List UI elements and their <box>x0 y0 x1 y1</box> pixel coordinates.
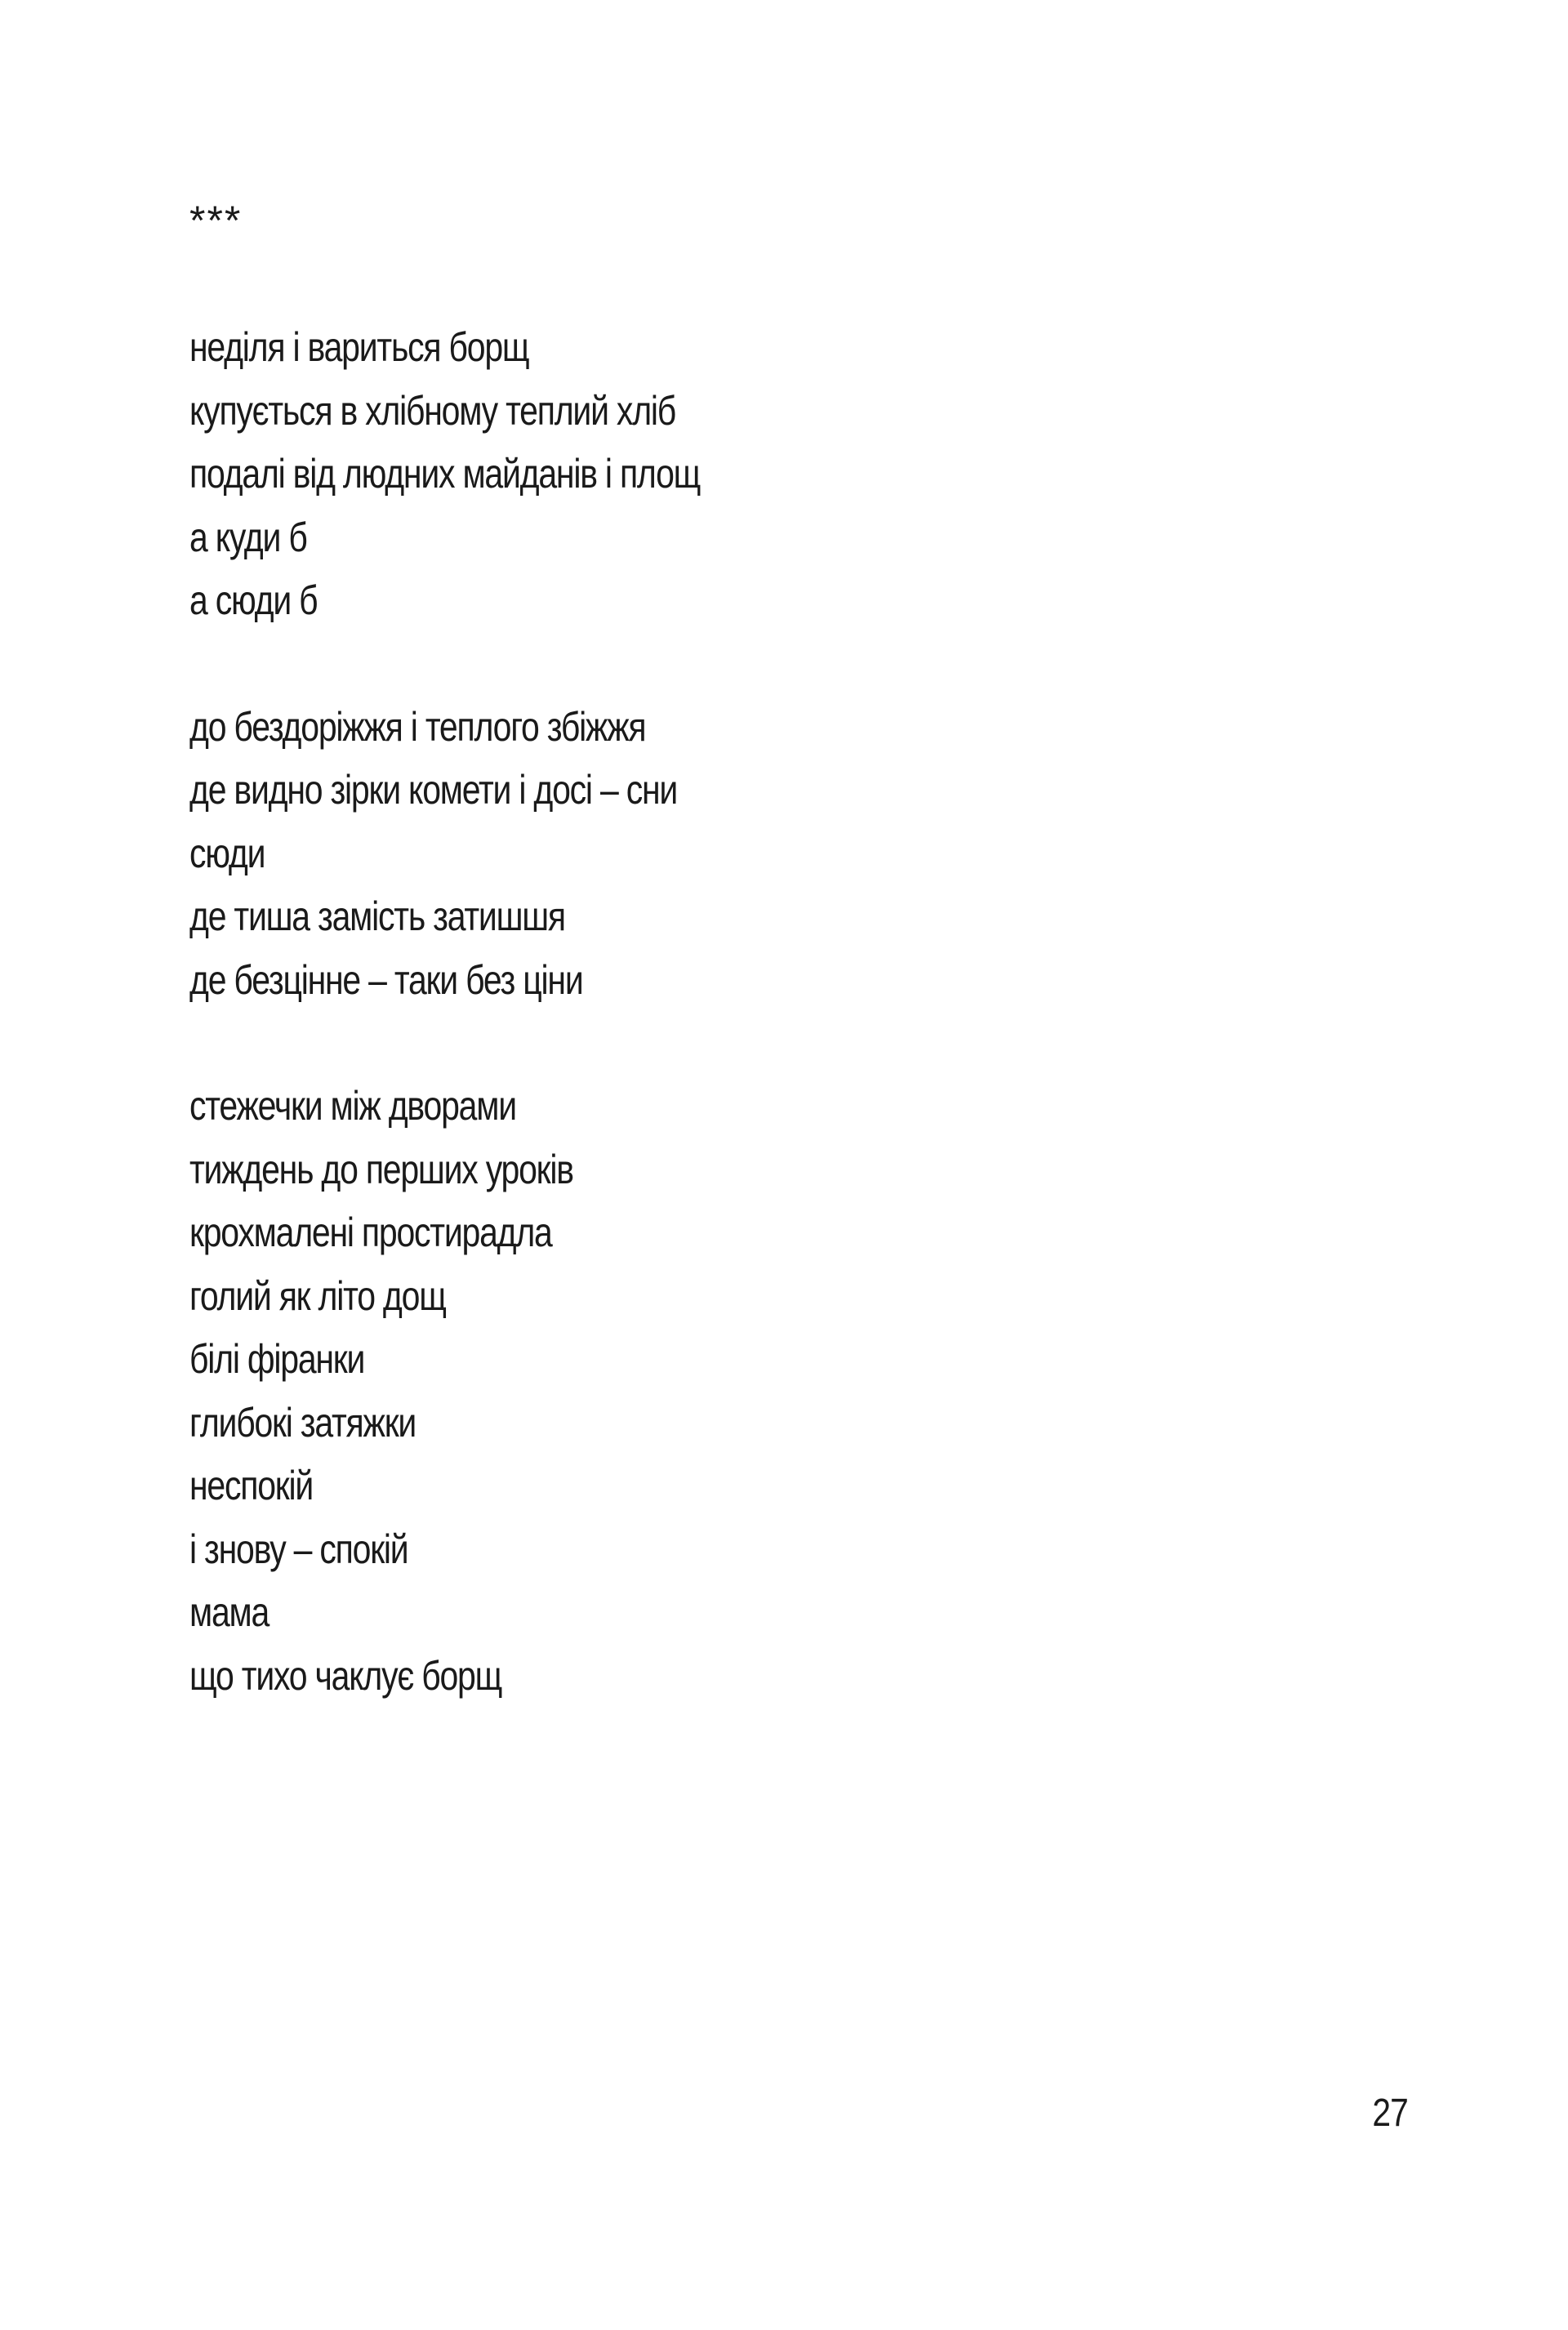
poem-line: де видно зірки комети і досі – сни <box>189 767 678 813</box>
stanza-3 <box>189 1075 1333 1708</box>
poem-line: крохмалені простирадла <box>189 1210 552 1255</box>
poem-line: сюди <box>189 830 265 876</box>
poem-line: неспокій <box>189 1463 314 1508</box>
poem-line: де безцінне – таки без ціни <box>189 956 583 1003</box>
stanza-2 <box>189 696 1333 1013</box>
poem-line: стежечки між дворами <box>189 1083 516 1129</box>
poem-line: що тихо чаклує борщ <box>189 1652 502 1699</box>
page-number: 27 <box>1372 2092 1408 2135</box>
stanza-1 <box>189 316 1333 633</box>
poem-line: купується в хлібному теплий хліб <box>189 387 676 434</box>
poem-line: подалі від людних майданів і площ <box>189 451 701 497</box>
poem-line: голий як літо дощ <box>189 1272 446 1319</box>
poem-line: а куди б <box>189 514 307 560</box>
poem-line: глибокі затяжки <box>189 1399 416 1446</box>
poem-line: неділя і вариться борщ <box>189 324 529 370</box>
poem-line: а сюди б <box>189 577 318 623</box>
poem-line: тиждень до перших уроків <box>189 1146 573 1192</box>
poem-line: мама <box>189 1589 270 1635</box>
poem <box>189 189 1333 1708</box>
poem-line: білі фіранки <box>189 1336 365 1382</box>
poem-line: і знову – спокій <box>189 1526 408 1572</box>
poem-line: де тиша замість затишшя <box>189 893 565 939</box>
poem-line: до бездоріжжя і теплого збіжжя <box>189 703 646 750</box>
poem-title-marker: *** <box>189 198 243 243</box>
